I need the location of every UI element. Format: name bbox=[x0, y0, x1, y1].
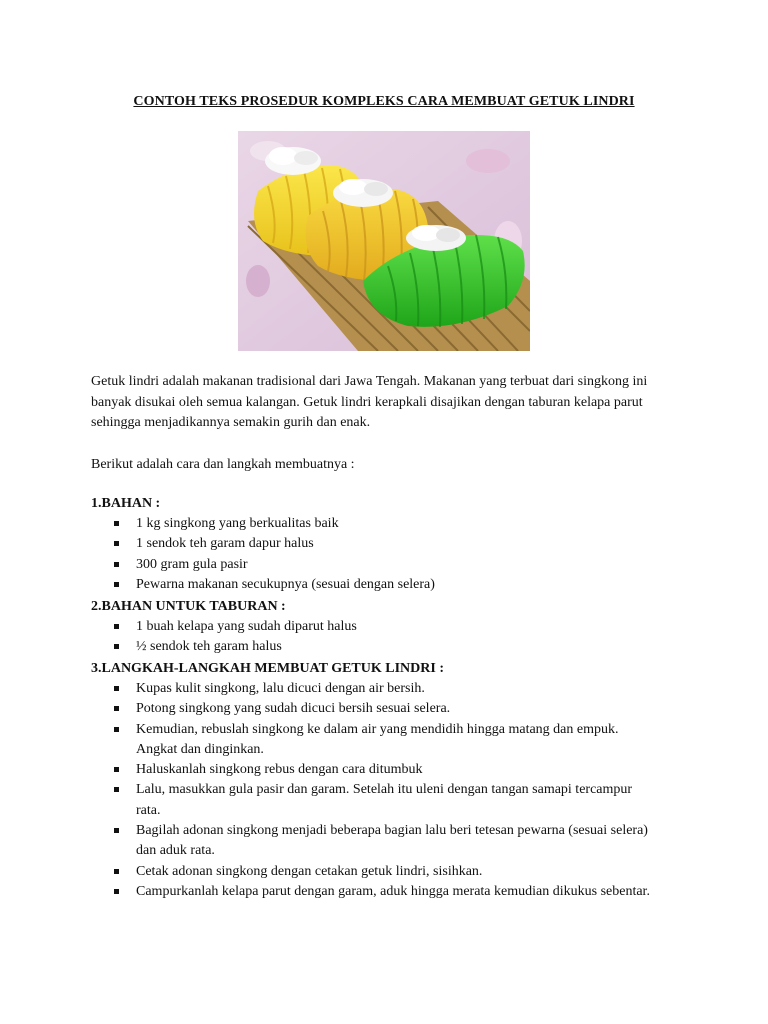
list-item: Kupas kulit singkong, lalu dicuci dengan air bersih. bbox=[114, 679, 659, 699]
bullet-icon bbox=[114, 706, 119, 711]
list-item: Kemudian, rebuslah singkong ke dalam air yang mendidih hingga matang dan empuk. Angkat dan dinginkan. bbox=[114, 720, 659, 761]
section-heading-langkah: 3.LANGKAH-LANGKAH MEMBUAT GETUK LINDRI : bbox=[91, 661, 445, 676]
list-item: Bagilah adonan singkong menjadi beberapa bagian lalu beri tetesan pewarna (sesuai selera) dan aduk rata. bbox=[114, 821, 659, 862]
section-heading-bahan-taburan: 2.BAHAN UNTUK TABURAN : bbox=[91, 599, 286, 614]
section-heading-bahan: 1.BAHAN : bbox=[91, 496, 161, 511]
list-item: Cetak adonan singkong dengan cetakan getuk lindri, sisihkan. bbox=[114, 862, 659, 882]
intro-paragraph: Getuk lindri adalah makanan tradisional dari Jawa Tengah. Makanan yang terbuat dari singkong ini banyak disukai oleh semua kalangan. Getuk lindri kerapkali disajikan dengan taburan kelapa parut sehingga menjadikannya semakin gurih dan enak. bbox=[91, 374, 648, 430]
bahan-taburan-list bbox=[114, 617, 674, 658]
lead-sentence: Berikut adalah cara dan langkah membuatnya : bbox=[91, 457, 355, 472]
list-item: Haluskanlah singkong rebus dengan cara ditumbuk bbox=[114, 760, 659, 780]
bullet-icon bbox=[114, 828, 119, 833]
list-item: 1 sendok teh garam dapur halus bbox=[114, 534, 674, 554]
getuk-lindri-photo bbox=[238, 131, 530, 351]
bullet-icon bbox=[114, 889, 119, 894]
list-item: Campurkanlah kelapa parut dengan garam, aduk hingga merata kemudian dikukus sebentar. bbox=[114, 882, 659, 902]
list-item: 1 buah kelapa yang sudah diparut halus bbox=[114, 617, 674, 637]
bullet-icon bbox=[114, 521, 119, 526]
bullet-icon bbox=[114, 787, 119, 792]
bahan-list bbox=[114, 514, 674, 595]
list-item: 300 gram gula pasir bbox=[114, 555, 674, 575]
list-item: 1 kg singkong yang berkualitas baik bbox=[114, 514, 674, 534]
bullet-icon bbox=[114, 686, 119, 691]
list-item: Pewarna makanan secukupnya (sesuai dengan selera) bbox=[114, 575, 674, 595]
bullet-icon bbox=[114, 562, 119, 567]
document-title: CONTOH TEKS PROSEDUR KOMPLEKS CARA MEMBUAT GETUK LINDRI bbox=[133, 94, 635, 109]
langkah-list bbox=[114, 679, 659, 902]
bullet-icon bbox=[114, 727, 119, 732]
bullet-icon bbox=[114, 869, 119, 874]
bullet-icon bbox=[114, 644, 119, 649]
bullet-icon bbox=[114, 541, 119, 546]
list-item: Potong singkong yang sudah dicuci bersih sesuai selera. bbox=[114, 699, 659, 719]
bullet-icon bbox=[114, 582, 119, 587]
list-item: ½ sendok teh garam halus bbox=[114, 637, 674, 657]
bullet-icon bbox=[114, 767, 119, 772]
bullet-icon bbox=[114, 624, 119, 629]
list-item: Lalu, masukkan gula pasir dan garam. Setelah itu uleni dengan tangan samapi tercampur rata. bbox=[114, 780, 659, 821]
